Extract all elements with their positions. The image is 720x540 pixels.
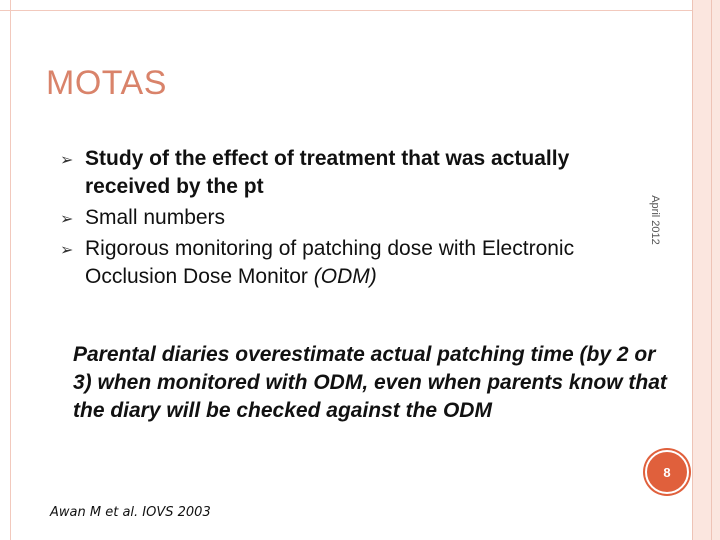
quote-text: Parental diaries overestimate actual patching time (by 2 or 3) when monitored with ODM, even when parents know that the diary will be checked against the ODM — [73, 343, 667, 422]
bullet-item — [60, 235, 650, 291]
frame-top-border — [0, 0, 720, 11]
citation: Awan M et al. IOVS 2003 — [50, 505, 211, 520]
bullet-text: Rigorous monitoring of patching dose with Electronic Occlusion Dose Monitor — [85, 237, 575, 288]
page-number-badge: 8 — [645, 450, 689, 494]
bullet-item — [60, 204, 650, 232]
bullet-text: Small numbers — [85, 206, 226, 229]
bullet-item — [60, 145, 650, 201]
side-date: April 2012 — [649, 195, 661, 245]
bullet-text: Study of the effect of treatment that was actually received by the pt — [85, 147, 570, 198]
frame-right-band — [692, 0, 720, 540]
bullet-list — [60, 145, 650, 294]
frame-left-border — [10, 0, 11, 540]
arrow-bullet-icon: ➢ — [60, 211, 74, 228]
arrow-bullet-icon: ➢ — [60, 242, 74, 259]
frame-right-line — [711, 0, 712, 540]
slide-title: MOTAS — [46, 64, 167, 102]
bullet-text-italic: (ODM) — [313, 265, 377, 288]
arrow-bullet-icon: ➢ — [60, 152, 74, 169]
